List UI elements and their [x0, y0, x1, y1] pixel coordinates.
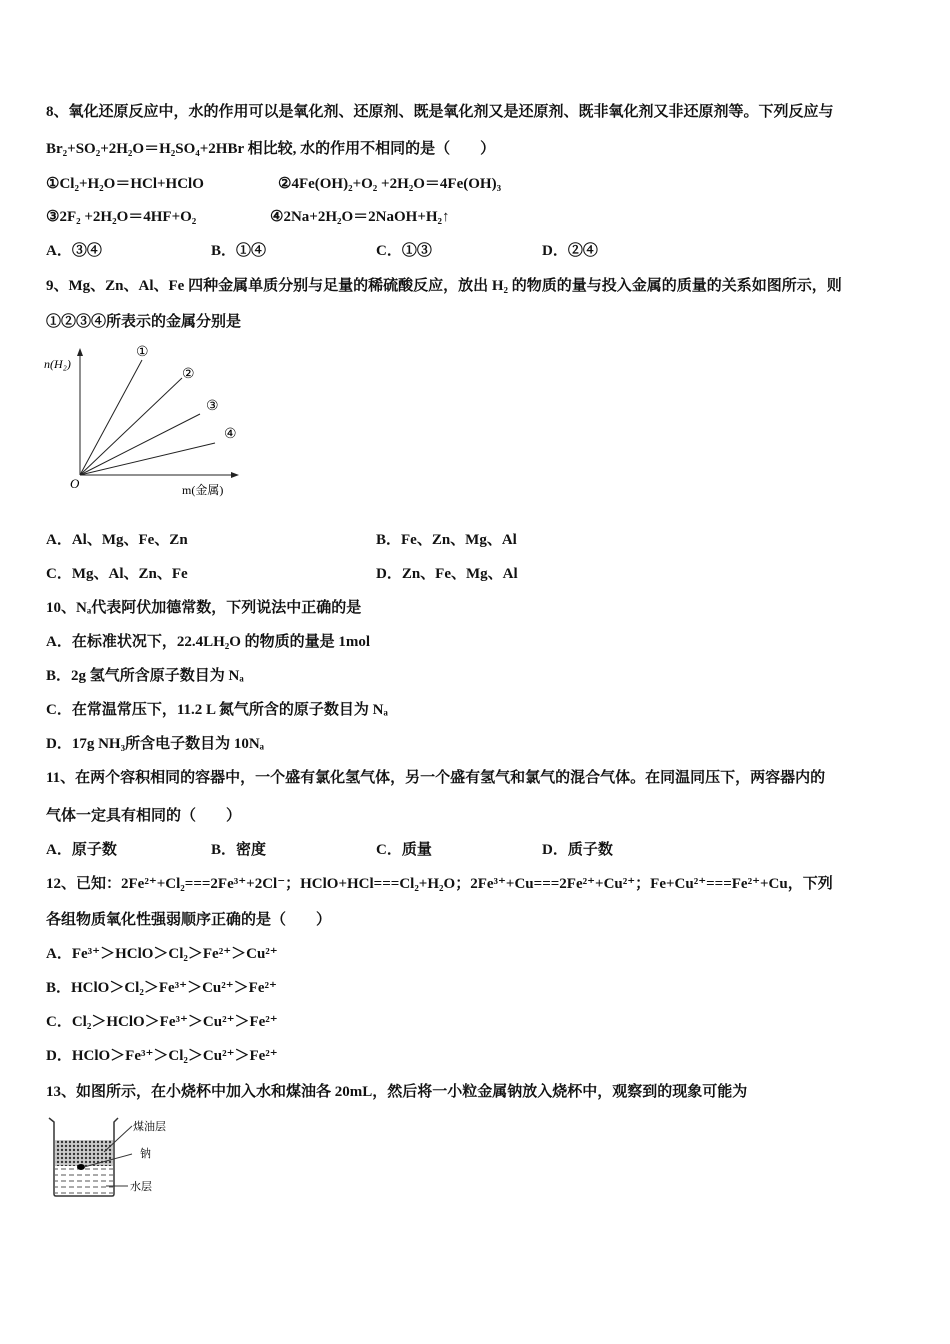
leader-line	[104, 1126, 132, 1152]
q12-option-b: B．HClO＞Cl₂＞Fe³⁺＞Cu²⁺＞Fe²⁺	[46, 980, 277, 996]
q9-option-c: C．Mg、Al、Zn、Fe	[46, 566, 188, 582]
q12-option-d: D．HClO＞Fe³⁺＞Cl₂＞Cu²⁺＞Fe²⁺	[46, 1048, 278, 1064]
q11-option-a: A．原子数	[46, 842, 117, 858]
x-axis-label: m(金属)	[182, 483, 224, 497]
line-3	[80, 414, 200, 475]
q8-option-a: A．③④	[46, 243, 102, 259]
q9-stem-line1: 9、Mg、Zn、Al、Fe 四种金属单质分别与足量的稀硫酸反应，放出 H₂ 的物质的量与投入金属的质量的关系如图所示，则	[46, 278, 842, 294]
q8-option-b: B．①④	[211, 243, 267, 259]
water-label: 水层	[130, 1181, 152, 1193]
q12-stem-line2: 各组物质氧化性强弱顺序正确的是（ ）	[46, 912, 332, 928]
q9-option-d: D．Zn、Fe、Mg、Al	[376, 566, 518, 582]
line-1	[80, 360, 142, 475]
q11-stem-line1: 11、在两个容积相同的容器中，一个盛有氯化氢气体，另一个盛有氢气和氯气的混合气体。在同温同压下，两容器内的	[46, 770, 826, 786]
origin-label: O	[70, 476, 80, 491]
q8-reaction-3: ③2F₂ +2H₂O＝4HF+O₂	[46, 209, 197, 225]
sodium-piece	[77, 1164, 85, 1170]
q10-option-b: B．2g 氢气所含原子数目为 Nₐ	[46, 668, 244, 684]
q10-option-d: D．17g NH₃所含电子数目为 10Nₐ	[46, 736, 265, 752]
q8-option-d: D．②④	[542, 243, 598, 259]
line-4	[80, 443, 215, 475]
line-label-1: ①	[136, 345, 149, 360]
kerosene-label: 煤油层	[133, 1121, 166, 1133]
y-axis-label: n(H₂)	[44, 357, 71, 371]
q12-option-c: C．Cl₂＞HClO＞Fe³⁺＞Cu²⁺＞Fe²⁺	[46, 1014, 278, 1030]
q12-stem-line1: 12、已知：2Fe²⁺+Cl₂===2Fe³⁺+2Cl⁻；HClO+HCl===Cl₂+H₂O；2Fe³⁺+Cu===2Fe²⁺+Cu²⁺；Fe+Cu²⁺===Fe²⁺+Cu，下列	[46, 876, 833, 892]
q10-stem: 10、Nₐ代表阿伏加德常数，下列说法中正确的是	[46, 600, 362, 616]
line-label-3: ③	[206, 399, 219, 414]
q8-reaction-1: ①Cl₂+H₂O＝HCl+HClO	[46, 176, 204, 192]
water-layer	[55, 1166, 113, 1194]
q8-stem-line1: 8、氧化还原反应中，水的作用可以是氧化剂、还原剂、既是氧化剂又是还原剂、既非氧化剂又非还原剂等。下列反应与	[46, 104, 834, 120]
q11-option-c: C．质量	[376, 842, 432, 858]
line-2	[80, 378, 182, 475]
q10-option-c: C．在常温常压下，11.2 L 氮气所含的原子数目为 Nₐ	[46, 702, 388, 718]
line-label-2: ②	[182, 367, 195, 382]
q11-option-d: D．质子数	[542, 842, 613, 858]
kerosene-layer	[55, 1140, 113, 1166]
q9-graph	[40, 340, 260, 502]
q8-reaction-2: ②4Fe(OH)₂+O₂ +2H₂O＝4Fe(OH)₃	[278, 176, 502, 192]
q8-stem-line2: Br₂+SO₂+2H₂O＝H₂SO₄+2HBr 相比较, 水的作用不相同的是（ ）	[46, 141, 496, 157]
q12-option-a: A．Fe³⁺＞HClO＞Cl₂＞Fe²⁺＞Cu²⁺	[46, 946, 278, 962]
q8-option-c: C．①③	[376, 243, 432, 259]
q8-reaction-4: ④2Na+2H₂O＝2NaOH+H₂↑	[270, 209, 450, 225]
sodium-label: 钠	[140, 1148, 151, 1160]
q13-stem: 13、如图所示，在小烧杯中加入水和煤油各 20mL，然后将一小粒金属钠放入烧杯中，观察到的现象可能为	[46, 1084, 748, 1100]
q13-beaker-figure	[44, 1112, 184, 1200]
x-axis-arrow-icon	[231, 472, 239, 478]
q9-option-b: B．Fe、Zn、Mg、Al	[376, 532, 517, 548]
q11-option-b: B．密度	[211, 842, 267, 858]
q11-stem-line2: 气体一定具有相同的（ ）	[46, 808, 242, 824]
q9-option-a: A．Al、Mg、Fe、Zn	[46, 532, 188, 548]
q10-option-a: A．在标准状况下，22.4LH₂O 的物质的量是 1mol	[46, 634, 371, 650]
line-label-4: ④	[224, 427, 237, 442]
y-axis-arrow-icon	[77, 348, 83, 356]
q9-stem-line2: ①②③④所表示的金属分别是	[46, 314, 242, 330]
